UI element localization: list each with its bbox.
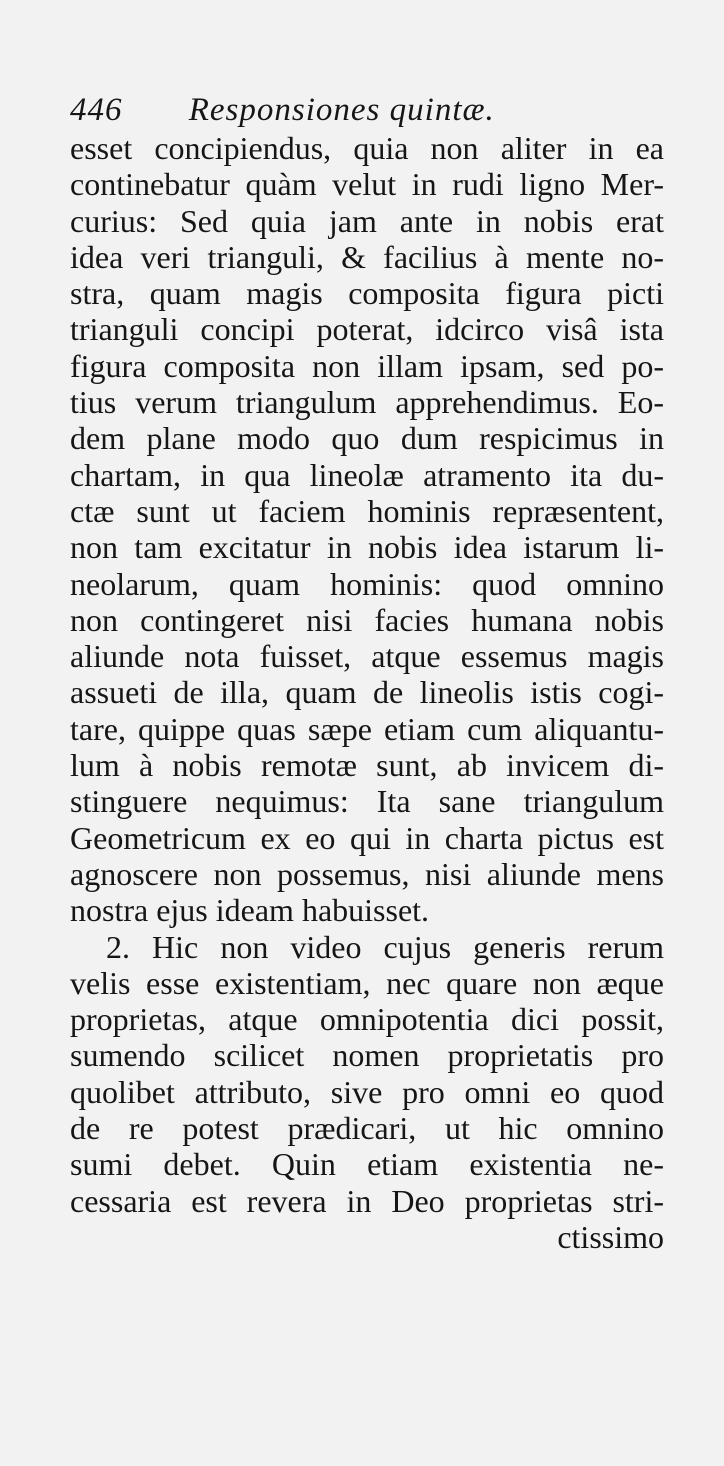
- text-line: ctæ sunt ut faciem hominis repræsentent,: [70, 492, 664, 529]
- text-line: curius: Sed quia jam ante in nobis erat: [70, 202, 664, 239]
- page-header: [70, 88, 670, 132]
- paragraph-1: [70, 130, 664, 929]
- text-line: de re potest prædicari, ut hic omnino: [70, 1110, 664, 1147]
- text-line: non contingeret nisi facies humana nobis: [70, 601, 664, 638]
- text-line: proprietas, atque omnipotentia dici possit,: [70, 1001, 664, 1038]
- text-line: esset concipiendus, quia non aliter in ea: [70, 130, 664, 166]
- text-line: velis esse existentiam, nec quare non æque: [70, 964, 664, 1001]
- running-title: Responsiones quintæ.: [188, 92, 495, 128]
- text-line: Geometricum ex eo qui in charta pictus est: [70, 819, 664, 856]
- text-line: nostra ejus ideam habuisset.: [70, 892, 430, 929]
- text-line: non tam excitatur in nobis idea istarum li-: [70, 529, 664, 566]
- text-line: dem plane modo quo dum respicimus in: [70, 420, 664, 457]
- text-line: tare, quippe quas sæpe etiam cum aliquantu-: [70, 710, 664, 747]
- catchword: ctissimo: [557, 1218, 664, 1255]
- text-line: aliunde nota fuisset, atque essemus magis: [70, 638, 664, 675]
- text-line: neolarum, quam hominis: quod omnino: [70, 565, 664, 602]
- text-line: idea veri trianguli, & facilius à mente no-: [70, 238, 664, 275]
- text-line: agnoscere non possemus, nisi aliunde mens: [70, 855, 664, 892]
- text-line: assueti de illa, quam de lineolis istis cogi-: [70, 674, 664, 711]
- text-line: stinguere nequimus: Ita sane triangulum: [70, 783, 664, 820]
- text-line: sumi debet. Quin etiam existentia ne-: [70, 1146, 664, 1183]
- text-line: tius verum triangulum apprehendimus. Eo-: [70, 384, 664, 421]
- page-number: 446: [70, 92, 123, 128]
- text-line: cessaria est revera in Deo proprietas stri-: [70, 1182, 664, 1219]
- text-line: stra, quam magis composita figura picti: [70, 275, 664, 312]
- text-line: quolibet attributo, sive pro omni eo quod: [70, 1073, 664, 1110]
- text-line: continebatur quàm velut in rudi ligno Mer-: [70, 166, 664, 203]
- text-line: lum à nobis remotæ sunt, ab invicem di-: [70, 747, 664, 784]
- body-text: [70, 130, 664, 1255]
- text-line: sumendo scilicet nomen proprietatis pro: [70, 1037, 664, 1074]
- paragraph-2: [70, 929, 664, 1219]
- text-line: chartam, in qua lineolæ atramento ita du-: [70, 456, 664, 493]
- text-line: trianguli concipi poterat, idcirco visâ ista: [70, 311, 664, 348]
- text-line: figura composita non illam ipsam, sed po-: [70, 347, 664, 384]
- text-line: 2. Hic non video cujus generis rerum: [106, 928, 664, 965]
